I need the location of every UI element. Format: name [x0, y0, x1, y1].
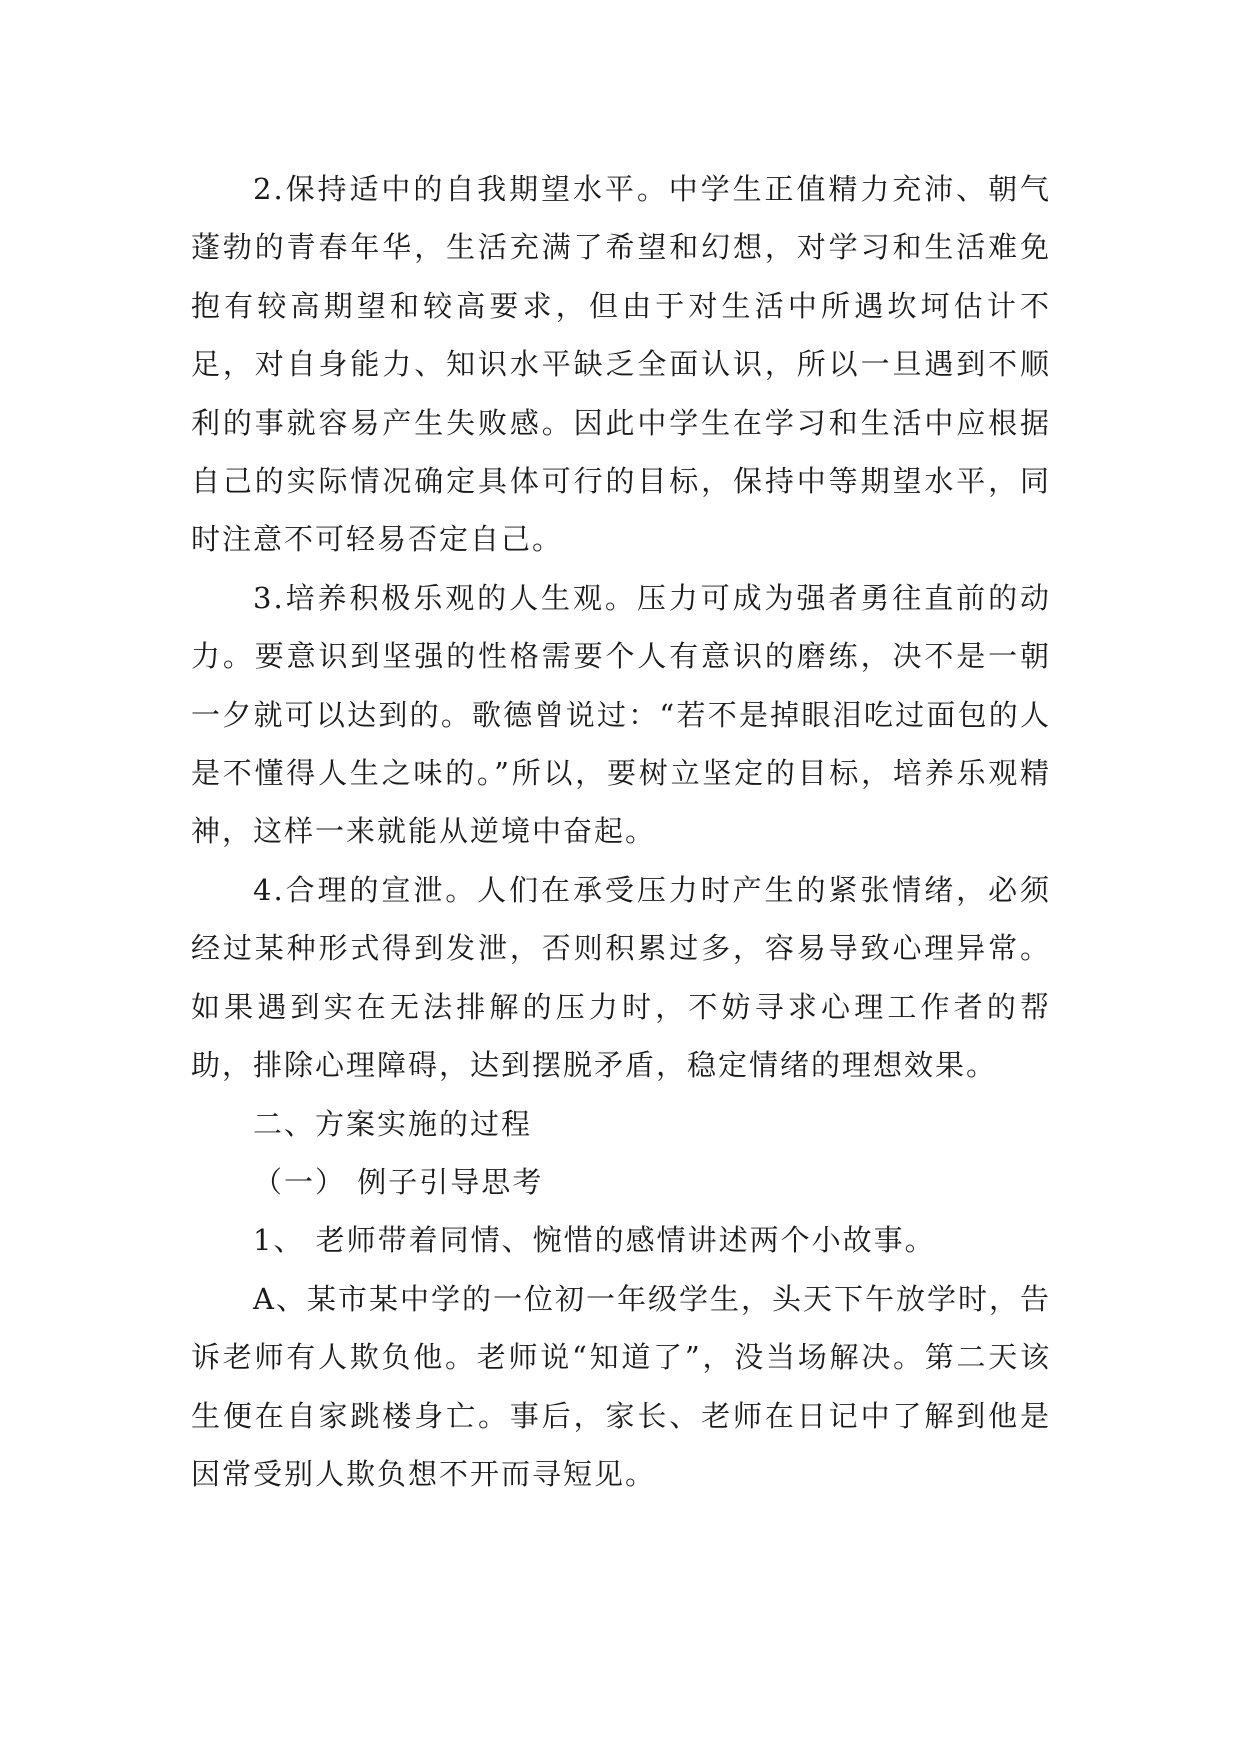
paragraph-expectation-level: 2.保持适中的自我期望水平。中学生正值精力充沛、朝气蓬勃的青春年华，生活充满了希望和幻想，对学习和生活难免抱有较高期望和较高要求，但由于对生活中所遇坎坷估计不足，对自身能力、知识水平缺乏全面认识，所以一旦遇到不顺利的事就容易产生失败感。因此中学生在学习和生活中应根据自己的实际情况确定具体可行的目标，保持中等期望水平，同时注意不可轻易否定自己。: [191, 172, 1051, 557]
paragraph-story-a: A、某市某中学的一位初一年级学生，头天下午放学时，告诉老师有人欺负他。老师说“知道了”，没当场解决。第二天该生便在自家跳楼身亡。事后，家长、老师在日记中了解到他是因常受别人欺负想不开而寻短见。: [191, 1281, 1051, 1491]
document-body: [191, 160, 1051, 1503]
subsection-heading-examples: （一） 例子引导思考: [253, 1164, 544, 1199]
paragraph-optimistic-outlook: 3.培养积极乐观的人生观。压力可成为强者勇往直前的动力。要意识到坚强的性格需要个人有意识的磨练，决不是一朝一夕就可以达到的。歌德曾说过：“若不是掉眼泪吃过面包的人是不懂得人生之味的。”所以，要树立坚定的目标，培养乐观精神，这样一来就能从逆境中奋起。: [191, 580, 1051, 849]
list-item-teacher-stories: 1、 老师带着同情、惋惜的感情讲述两个小故事。: [253, 1223, 936, 1258]
section-heading-implementation: 二、方案实施的过程: [253, 1106, 533, 1141]
paragraph-reasonable-venting: 4.合理的宣泄。人们在承受压力时产生的紧张情绪，必须经过某种形式得到发泄，否则积累过多，容易导致心理异常。如果遇到实在无法排解的压力时，不妨寻求心理工作者的帮助，排除心理障碍，达到摆脱矛盾，稳定情绪的理想效果。: [191, 872, 1051, 1083]
